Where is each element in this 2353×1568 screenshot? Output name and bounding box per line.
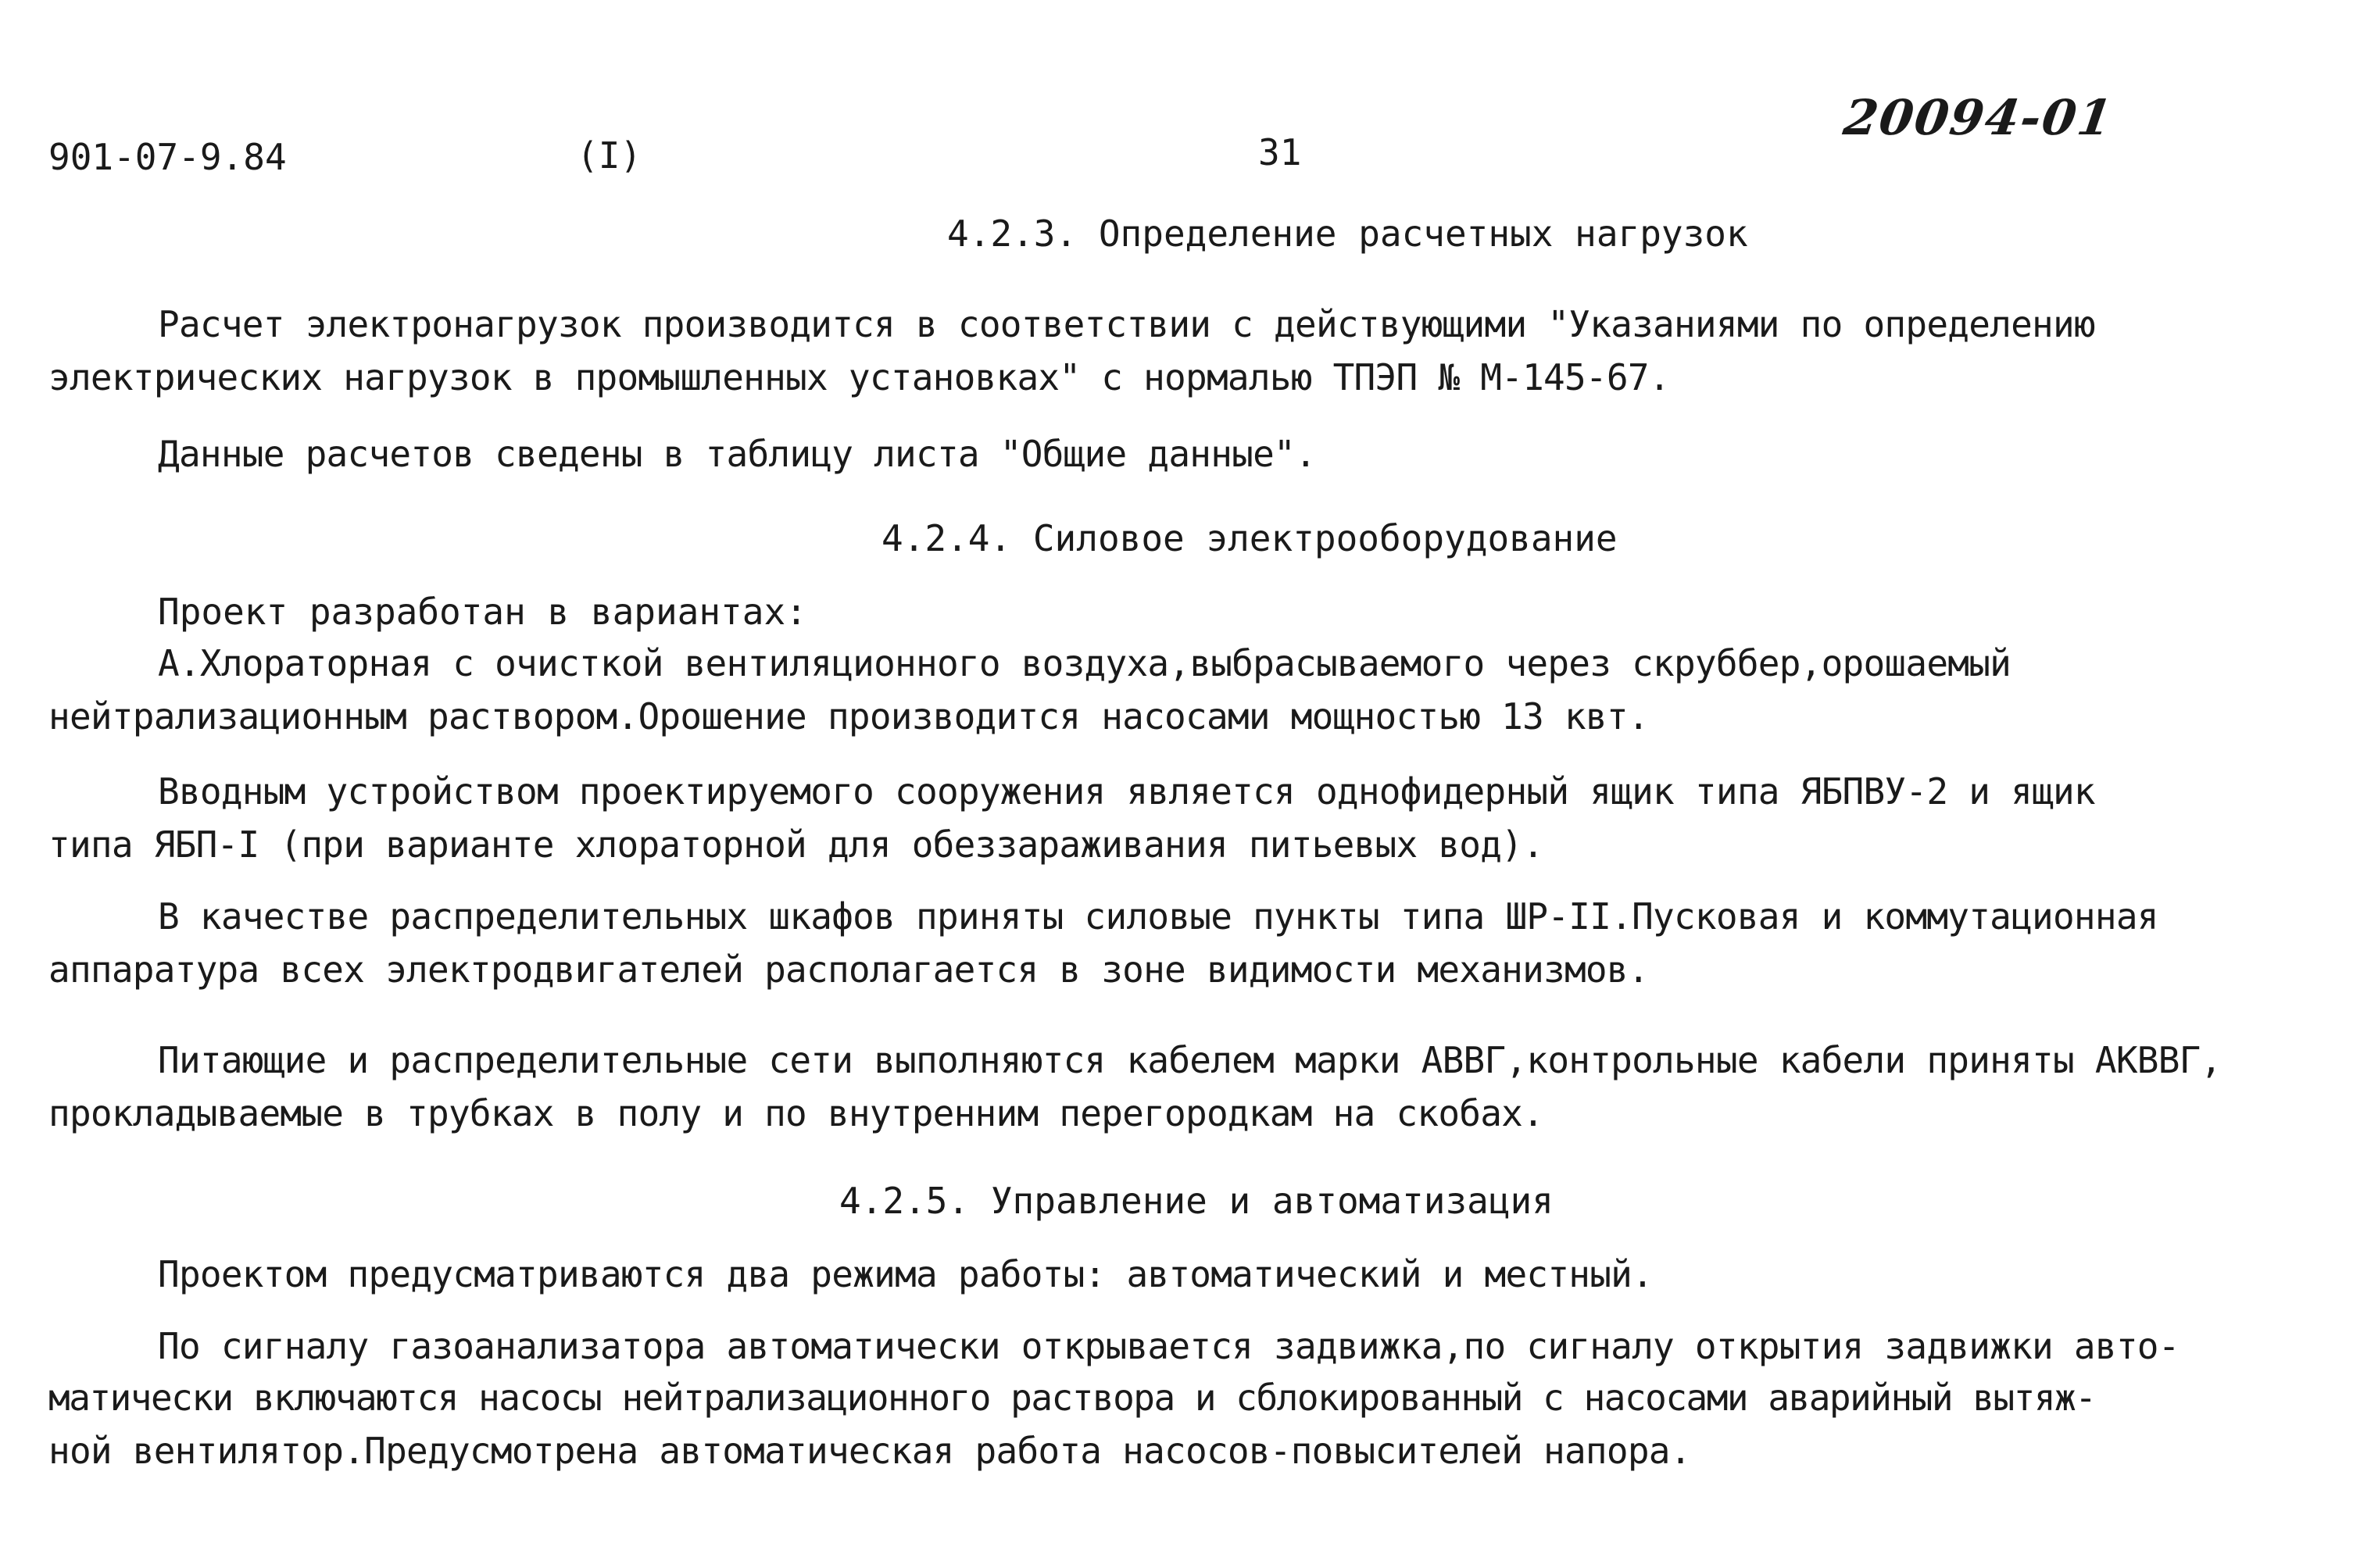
paragraph-line: Расчет электронагрузок производится в соответствии с действующими "Указаниями по определению: [158, 303, 2095, 345]
paragraph-line: А.Хлораторная с очисткой вентиляционного воздуха,выбрасываемого через скруббер,орошаемый: [158, 642, 2011, 684]
paragraph-line: аппаратура всех электродвигателей располагается в зоне видимости механизмов.: [48, 948, 1649, 991]
doc-code: 901-07-9.84: [48, 136, 287, 178]
paragraph-line: прокладываемые в трубках в полу и по внутренним перегородкам на скобах.: [48, 1092, 1544, 1134]
section-title-4-2-4: 4.2.4. Силовое электрооборудование: [881, 517, 1618, 559]
paragraph-line: Питающие и распределительные сети выполняются кабелем марки АВВГ,контрольные кабели приняты АКВВГ,: [158, 1039, 2222, 1081]
album-number: (I): [577, 134, 642, 177]
paragraph-line: По сигналу газоанализатора автоматически открывается задвижка,по сигналу открытия задвижки авто-: [158, 1325, 2180, 1367]
paragraph-line: Проект разработан в вариантах:: [158, 591, 807, 633]
paragraph-line: матически включаются насосы нейтрализационного раствора и сблокированный с насосами аварийный вытяж-: [48, 1377, 2096, 1419]
section-title-4-2-5: 4.2.5. Управление и автоматизация: [839, 1180, 1554, 1222]
paragraph-line: ной вентилятор.Предусмотрена автоматическая работа насосов-повысителей напора.: [48, 1430, 1691, 1472]
paragraph-line: нейтрализационным раствором.Орошение производится насосами мощностью 13 квт.: [48, 695, 1649, 738]
handwritten-number: 20094-01: [1840, 89, 2117, 146]
paragraph-line: электрических нагрузок в промышленных установках" с нормалью ТПЭП № М-145-67.: [48, 356, 1670, 398]
paragraph-line: типа ЯБП-I (при варианте хлораторной для обеззараживания питьевых вод).: [48, 823, 1544, 866]
paragraph-line: В качестве распределительных шкафов приняты силовые пункты типа ШР-II.Пусковая и коммутационная: [158, 895, 2158, 938]
paragraph-line: Данные расчетов сведены в таблицу листа "Общие данные".: [158, 433, 1316, 475]
paragraph-line: Вводным устройством проектируемого сооружения является однофидерный ящик типа ЯБПВУ-2 и ящик: [158, 770, 2095, 813]
page-number: 31: [1258, 131, 1302, 173]
section-title-4-2-3: 4.2.3. Определение расчетных нагрузок: [947, 213, 1748, 255]
paragraph-line: Проектом предусматриваются два режима работы: автоматический и местный.: [158, 1253, 1654, 1295]
